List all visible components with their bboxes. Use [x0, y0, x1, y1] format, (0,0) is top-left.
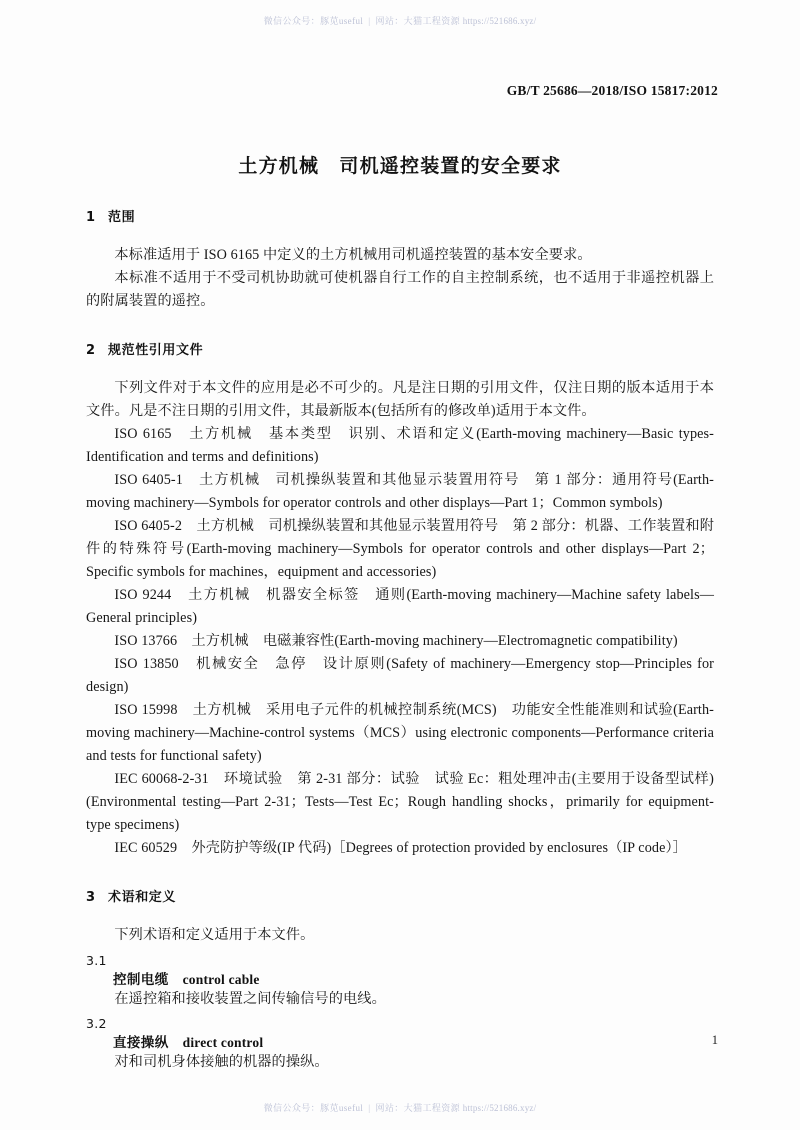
clause-3-title: 术语和定义 — [108, 889, 177, 905]
watermark-site-label: 网站：大猫工程资源 — [375, 16, 461, 26]
term-3-1-number: 3.1 — [86, 952, 107, 968]
clause-2-title: 规范性引用文件 — [108, 342, 204, 358]
term-3-1-name-zh: 控制电缆 — [113, 971, 169, 988]
clause-1-paragraph-1: 本标准适用于 ISO 6165 中定义的土方机械用司机遥控装置的基本安全要求。 — [114, 246, 592, 263]
term-3-1-name — [113, 968, 714, 988]
clause-1-title: 范围 — [108, 209, 136, 225]
clause-1-paragraph-2: 本标准不适用于不受司机协助就可使机器自行工作的自主控制系统，也不适用于非遥控机器上的附属装置的遥控。 — [86, 269, 714, 309]
clause-3-heading — [86, 886, 714, 905]
normative-reference-iso-6405-1: ISO 6405-1 土方机械 司机操纵装置和其他显示装置用符号 第 1 部分：通用符号(Earth-moving machinery—Symbols for operator controls and other displays—Part 1；Common symbols) — [86, 471, 714, 511]
clause-3-number: 3 — [86, 889, 96, 905]
term-3-1-definition: 在遥控箱和接收装置之间传输信号的电线。 — [114, 990, 386, 1007]
normative-reference-iso-15998: ISO 15998 土方机械 采用电子元件的机械控制系统(MCS) 功能安全性能准则和试验(Earth-moving machinery—Machine-control systems（MCS）using electronic components—Performance criteria and tests for functional safety) — [86, 701, 714, 764]
term-3-2-name-en: direct control — [182, 1035, 264, 1051]
clause-3-intro: 下列术语和定义适用于本文件。 — [114, 926, 315, 943]
document-body — [86, 135, 714, 1074]
term-3-2-name-zh: 直接操纵 — [113, 1035, 169, 1052]
clause-1-heading — [86, 206, 714, 225]
watermark-bottom — [0, 1101, 800, 1114]
watermark-url: https://521686.xyz/ — [462, 1103, 537, 1113]
term-3-2-name — [113, 1031, 714, 1051]
clause-2-number: 2 — [86, 342, 96, 358]
normative-reference-iso-6165: ISO 6165 土方机械 基本类型 识别、术语和定义(Earth-moving machinery—Basic types-Identification and terms and definitions) — [86, 425, 714, 465]
normative-reference-iec-60529: IEC 60529 外壳防护等级(IP 代码)［Degrees of protection provided by enclosures（IP code）］ — [114, 839, 687, 856]
watermark-separator: | — [368, 1103, 371, 1113]
term-3-1-name-en: control cable — [182, 971, 260, 987]
standard-number-header: GB/T 25686—2018/ISO 15817:2012 — [506, 83, 718, 98]
normative-reference-iec-60068-2-31: IEC 60068-2-31 环境试验 第 2-31 部分：试验 试验 Ec：粗处理冲击(主要用于设备型试样)(Environmental testing—Part 2-31；Tests—Test Ec；Rough handling shocks，primarily for equipment-type specimens) — [86, 770, 714, 833]
normative-reference-iso-13766: ISO 13766 土方机械 电磁兼容性(Earth-moving machinery—Electromagnetic compatibility) — [114, 632, 678, 649]
clause-2-heading — [86, 339, 714, 358]
page-number: 1 — [711, 1033, 718, 1047]
clause-2-intro: 下列文件对于本文件的应用是必不可少的。凡是注日期的引用文件，仅注日期的版本适用于本文件。凡是不注日期的引用文件，其最新版本(包括所有的修改单)适用于本文件。 — [86, 379, 714, 419]
normative-reference-iso-13850: ISO 13850 机械安全 急停 设计原则(Safety of machinery—Emergency stop—Principles for design) — [86, 655, 714, 695]
watermark-wechat-label: 微信公众号：豚苋useful — [263, 1103, 364, 1113]
normative-reference-iso-9244: ISO 9244 土方机械 机器安全标签 通则(Earth-moving machinery—Machine safety labels—General principles) — [86, 586, 714, 626]
clause-1-number: 1 — [86, 209, 96, 225]
watermark-separator: | — [368, 16, 371, 26]
term-3-2-number: 3.2 — [86, 1016, 107, 1032]
page-title: 土方机械 司机遥控装置的安全要求 — [238, 155, 562, 177]
watermark-top — [0, 14, 800, 27]
watermark-url: https://521686.xyz/ — [462, 16, 537, 26]
normative-reference-iso-6405-2: ISO 6405-2 土方机械 司机操纵装置和其他显示装置用符号 第 2 部分：机器、工作装置和附件的特殊符号(Earth-moving machinery—Symbols for operator controls and other displays—Part 2；Specific symbols for machines，equipment and accessories) — [86, 517, 714, 580]
watermark-site-label: 网站：大猫工程资源 — [375, 1103, 461, 1113]
watermark-wechat-label: 微信公众号：豚苋useful — [263, 16, 364, 26]
term-3-2-definition: 对和司机身体接触的机器的操纵。 — [114, 1054, 329, 1071]
